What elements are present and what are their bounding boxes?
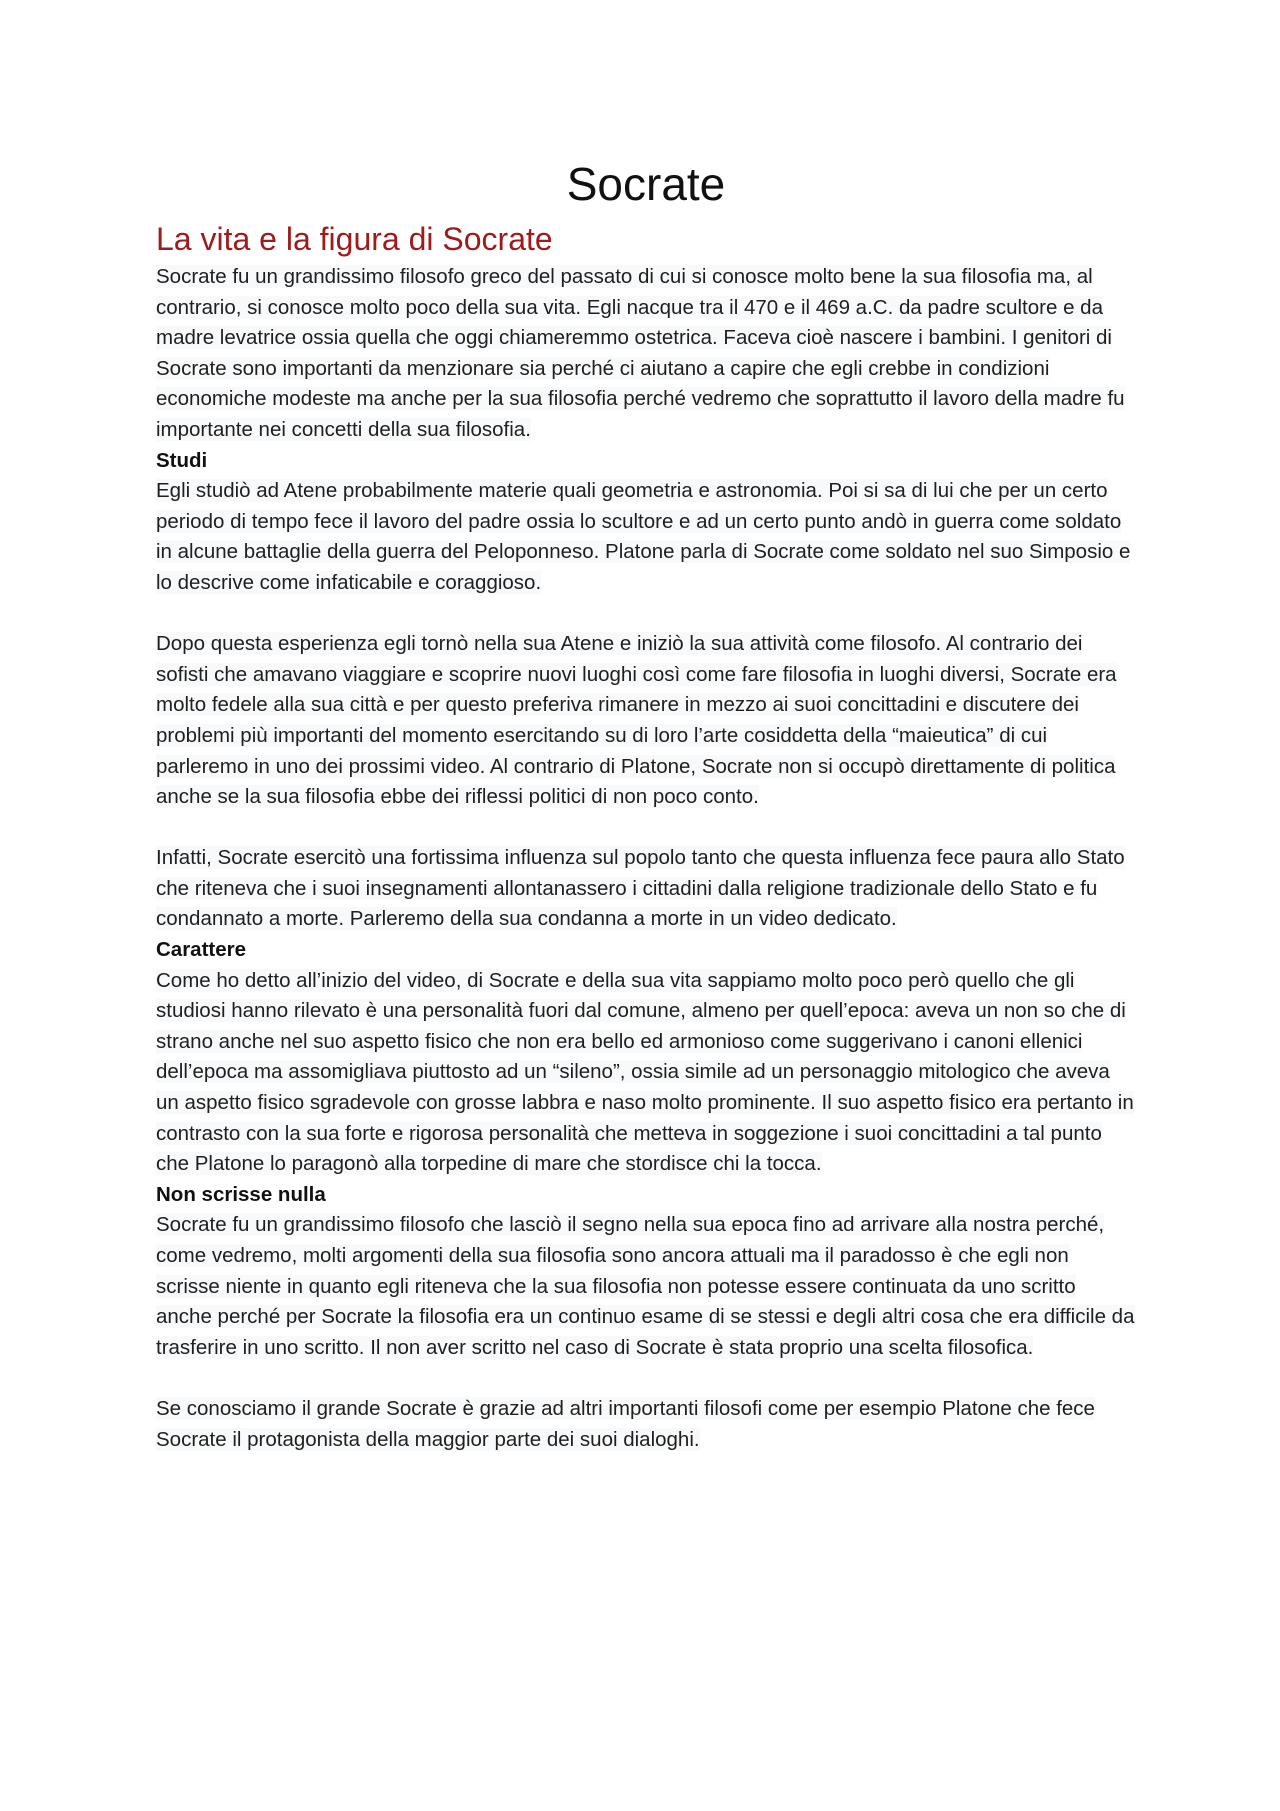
paragraph-studi-1 <box>156 476 1136 598</box>
paragraph-carattere <box>156 966 1136 1180</box>
document-page <box>156 150 1136 1455</box>
document-title: Socrate <box>566 158 726 210</box>
section-heading: La vita e la figura di Socrate <box>156 221 553 257</box>
non-scrisse-text-1: Socrate fu un grandissimo filosofo che lasciò il segno nella sua epoca fino ad arrivare alla nostra perché, come vedremo, molti argomenti della sua filosofia sono ancora attuali ma il paradosso è che egli non scrisse niente in quanto egli riteneva che la sua filosofia non potesse essere continuata da uno scritto anche perché per Socrate la filosofia era un continuo esame di se stessi e degli altri cosa che era difficile da trasferire in uno scritto. Il non aver scritto nel caso di Socrate è stata proprio una scelta filosofica. <box>156 1213 1135 1359</box>
paragraph-studi-3 <box>156 843 1136 935</box>
subheading-studi: Studi <box>156 448 208 472</box>
paragraph-non-scrisse-2 <box>156 1394 1136 1455</box>
subheading-non-scrisse: Non scrisse nulla <box>156 1182 326 1206</box>
paragraph-gap <box>156 1363 1136 1394</box>
studi-text-3: Infatti, Socrate esercitò una fortissima influenza sul popolo tanto che questa influenza fece paura allo Stato che riteneva che i suoi insegnamenti allontanassero i cittadini dalla religione tradizionale dello Stato e fu condannato a morte. Parleremo della sua condanna a morte in un video dedicato. <box>156 846 1125 931</box>
studi-text-1: Egli studiò ad Atene probabilmente materie quali geometria e astronomia. Poi si sa di lui che per un certo periodo di tempo fece il lavoro del padre ossia lo scultore e ad un certo punto andò in guerra come soldato in alcune battaglie della guerra del Peloponneso. Platone parla di Socrate come soldato nel suo Simposio e lo descrive come infaticabile e coraggioso. <box>156 479 1131 594</box>
subheading-carattere: Carattere <box>156 938 247 962</box>
studi-text-2: Dopo questa esperienza egli tornò nella sua Atene e iniziò la sua attività come filosofo. Al contrario dei sofisti che amavano viaggiare e scoprire nuovi luoghi così come fare filosofia in luoghi diversi, Socrate era molto fedele alla sua città e per questo preferiva rimanere in mezzo ai suoi concittadini e discutere dei problemi più importanti del momento esercitando su di loro l’arte cosiddetta della “maieutica” di cui parleremo in uno dei prossimi video. Al contrario di Platone, Socrate non si occupò direttamente di politica anche se la sua filosofia ebbe dei riflessi politici di non poco conto. <box>156 632 1117 809</box>
paragraph-studi-2 <box>156 629 1136 813</box>
paragraph-gap <box>156 599 1136 630</box>
intro-text: Socrate fu un grandissimo filosofo greco del passato di cui si conosce molto bene la sua filosofia ma, al contrario, si conosce molto poco della sua vita. Egli nacque tra il 470 e il 469 a.C. da padre scultore e da madre levatrice ossia quella che oggi chiameremmo ostetrica. Faceva cioè nascere i bambini. I genitori di Socrate sono importanti da menzionare sia perché ci aiutano a capire che egli crebbe in condizioni economiche modeste ma anche per la sua filosofia perché vedremo che soprattutto il lavoro della madre fu importante nei concetti della sua filosofia. <box>156 265 1125 441</box>
non-scrisse-text-2: Se conosciamo il grande Socrate è grazie ad altri importanti filosofi come per esempio Platone che fece Socrate il protagonista della maggior parte dei suoi dialoghi. <box>156 1396 1095 1451</box>
paragraph-intro <box>156 262 1136 446</box>
paragraph-gap <box>156 813 1136 844</box>
carattere-text: Come ho detto all’inizio del video, di Socrate e della sua vita sappiamo molto poco però quello che gli studiosi hanno rilevato è una personalità fuori dal comune, almeno per quell’epoca: aveva un non so che di strano anche nel suo aspetto fisico che non era bello ed armonioso come suggerivano i canoni ellenici dell’epoca ma assomigliava piuttosto ad un “sileno”, ossia simile ad un personaggio mitologico che aveva un aspetto fisico sgradevole con grosse labbra e naso molto prominente. Il suo aspetto fisico era pertanto in contrasto con la sua forte e rigorosa personalità che metteva in soggezione i suoi concittadini a tal punto che Platone lo paragonò alla torpedine di mare che stordisce chi la tocca. <box>156 968 1134 1176</box>
paragraph-non-scrisse-1 <box>156 1210 1136 1363</box>
